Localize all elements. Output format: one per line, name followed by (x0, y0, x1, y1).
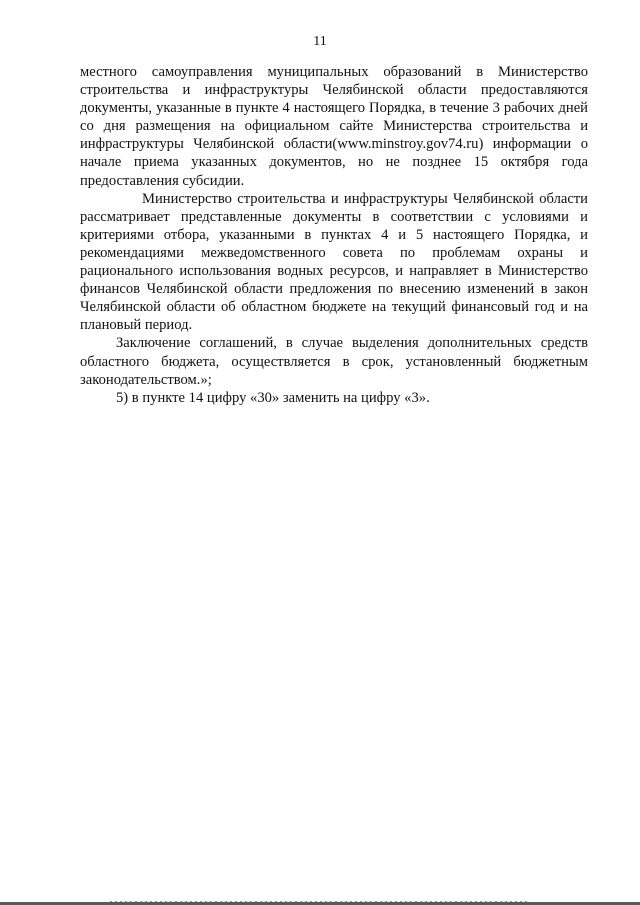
paragraph-ministry-review: Министерство строительства и инфраструктуры Челябинской области рассматривает представленные документы в соответствии с условиями и критериями отбора, указанными в пунктах 4 и 5 настоящего Порядка, и рекомендациями межведомственного совета по проблемам охраны и рационального использования водных ресурсов, и направляет в Министерство финансов Челябинской области предложения по внесению изменений в закон Челябинской области об областном бюджете на текущий финансовый год и на плановый период. (80, 190, 588, 334)
page-number: 11 (313, 34, 327, 49)
document-body (80, 63, 588, 407)
paragraph-agreements: Заключение соглашений, в случае выделения дополнительных средств областного бюджета, осуществляется в срок, установленный бюджетным законодательством.»; (80, 335, 588, 388)
paragraph-amendment-item-5: 5) в пункте 14 цифру «30» заменить на цифру «3». (116, 389, 430, 406)
paragraph-continuation: местного самоуправления муниципальных образований в Министерство строительства и инфраструктуры Челябинской области предоставляются документы, указанные в пункте 4 настоящего Порядка, в течение 3 рабочих дней со дня размещения на официальном сайте Министерства строительства и инфраструктуры Челябинской области(www.minstroy.gov74.ru) информации о начале приема указанных документов, но не позднее 15 октября года предоставления субсидии. (80, 64, 588, 189)
